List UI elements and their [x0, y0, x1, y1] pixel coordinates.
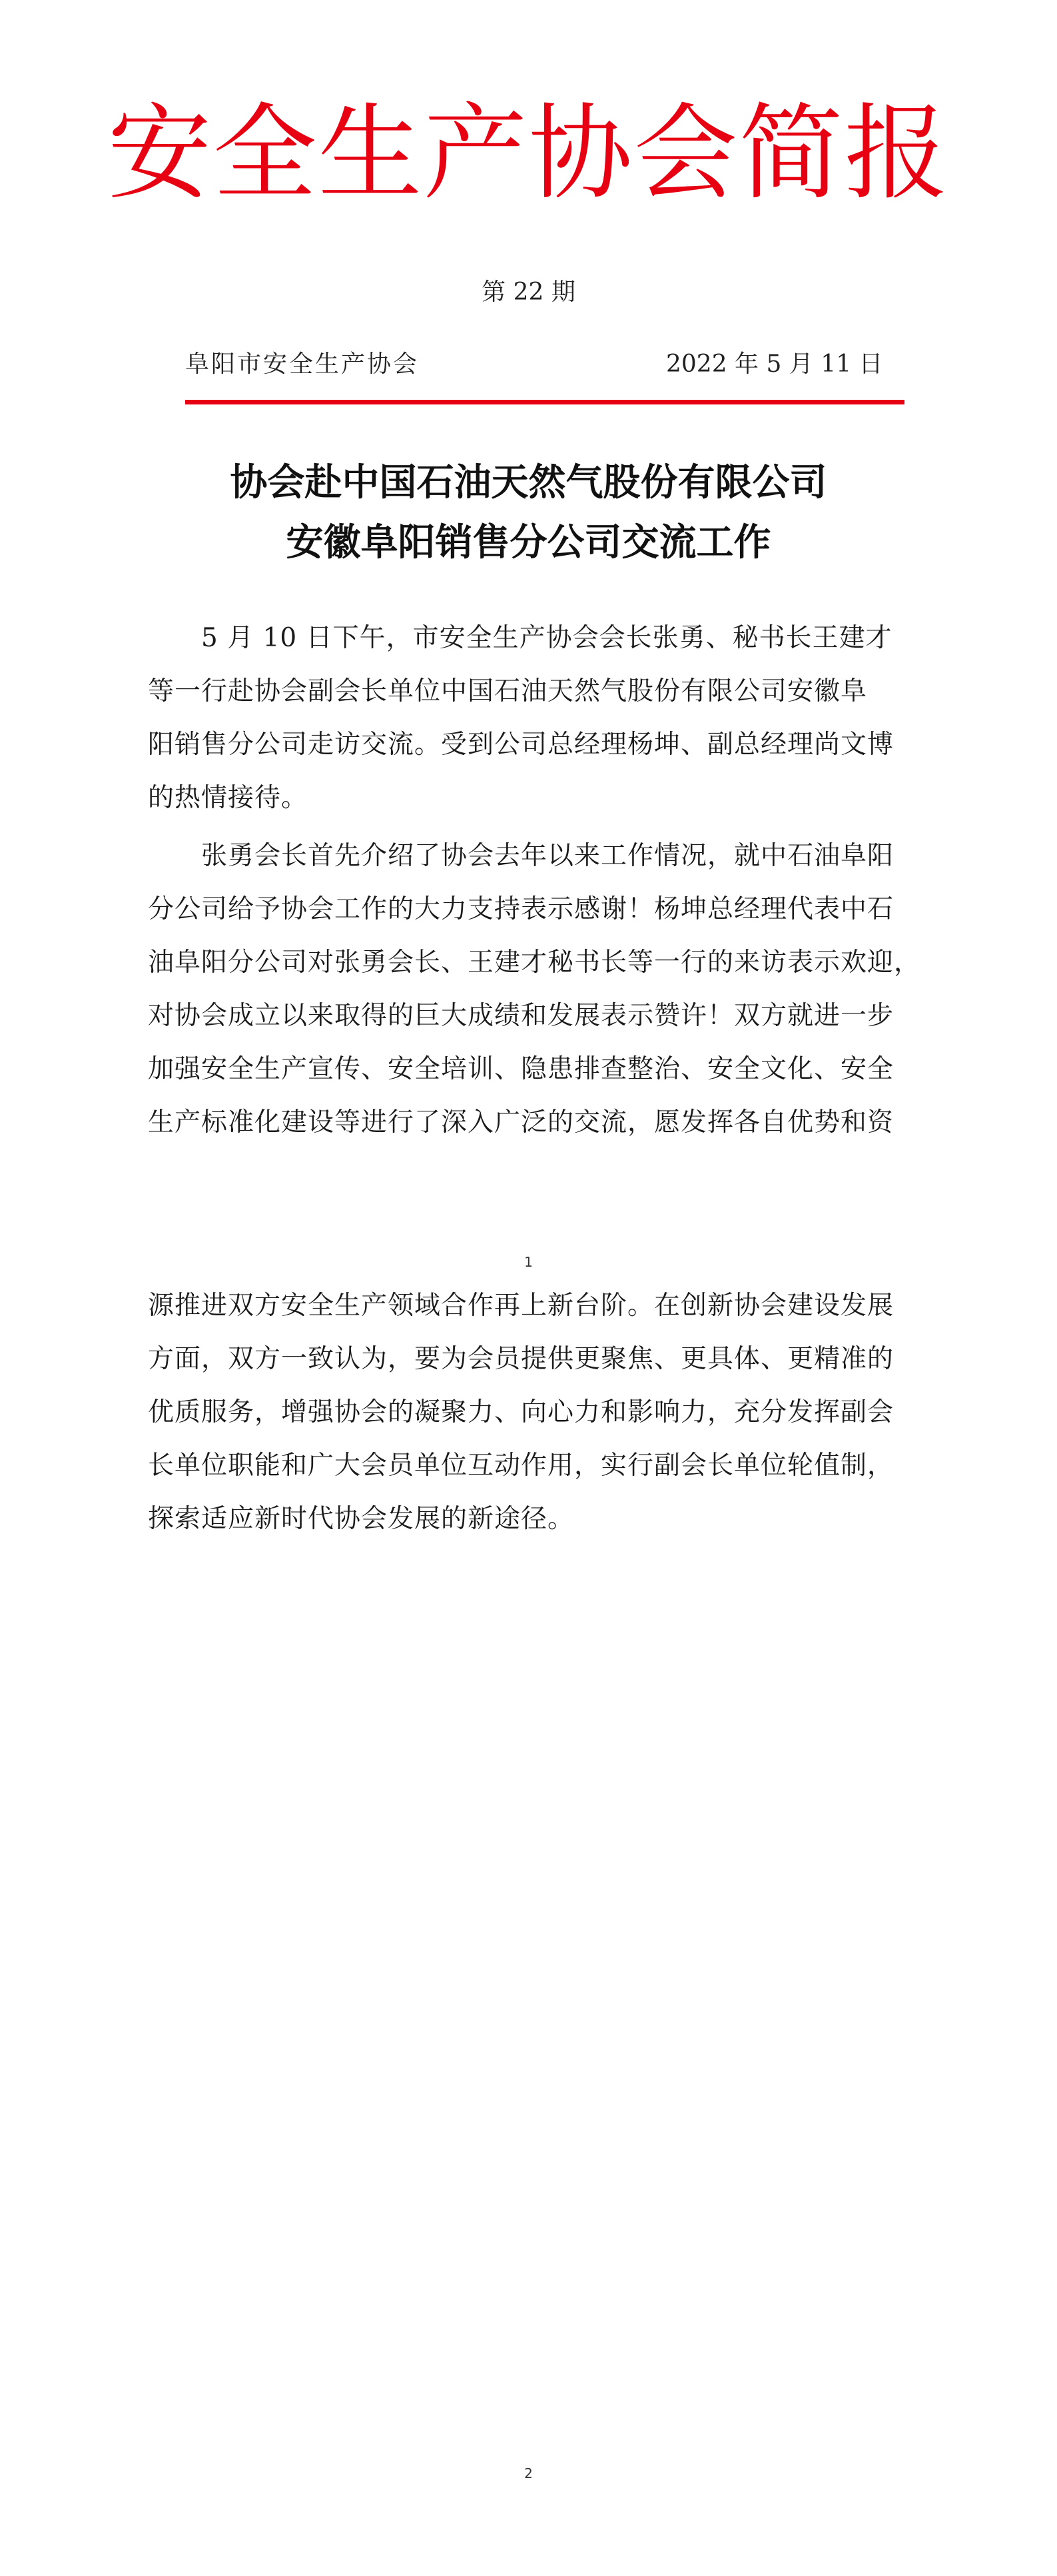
text-line: 长单位职能和广大会员单位互动作用，实行副会长单位轮值制， — [148, 1451, 894, 1481]
issue-date: 2022 年 5 月 11 日 — [666, 350, 883, 378]
body-paragraph-3 — [148, 1279, 920, 1546]
article-headline-line-1: 协会赴中国石油天然气股份有限公司 — [230, 460, 827, 504]
text-line: 方面，双方一致认为，要为会员提供更聚焦、更具体、更精准的 — [148, 1344, 894, 1374]
issue-number: 第 22 期 — [482, 279, 575, 306]
text-line: 5 月 10 日下午，市安全生产协会会长张勇、秘书长王建才 — [148, 623, 892, 653]
page-number-2: 2 — [524, 2465, 533, 2481]
text-line: 阳销售分公司走访交流。受到公司总经理杨坤、副总经理尚文博 — [148, 730, 894, 760]
text-line: 张勇会长首先介绍了协会去年以来工作情况，就中石油阜阳 — [148, 841, 894, 871]
text-line: 等一行赴协会副会长单位中国石油天然气股份有限公司安徽阜 — [148, 676, 868, 706]
page-number-1: 1 — [524, 1254, 533, 1270]
article-headline-line-2: 安徽阜阳销售分公司交流工作 — [286, 520, 771, 564]
body-paragraph-1 — [148, 612, 920, 825]
text-line: 油阜阳分公司对张勇会长、王建才秘书长等一行的来访表示欢迎， — [148, 948, 921, 977]
text-line: 生产标准化建设等进行了深入广泛的交流，愿发挥各自优势和资 — [148, 1107, 894, 1137]
text-line: 对协会成立以来取得的巨大成绩和发展表示赞许！双方就进一步 — [148, 1001, 894, 1031]
text-line: 探索适应新时代协会发展的新途径。 — [148, 1504, 575, 1534]
bulletin-masthead: 安全生产协会简报 — [107, 93, 950, 214]
body-paragraph-2 — [148, 830, 920, 1149]
text-line: 分公司给予协会工作的大力支持表示感谢！杨坤总经理代表中石 — [148, 894, 894, 924]
text-line: 优质服务，增强协会的凝聚力、向心力和影响力，充分发挥副会 — [148, 1397, 894, 1427]
text-line: 的热情接待。 — [148, 783, 308, 813]
issuer-name: 阜阳市安全生产协会 — [185, 350, 420, 378]
red-divider — [185, 400, 904, 404]
text-line: 源推进双方安全生产领域合作再上新台阶。在创新协会建设发展 — [148, 1291, 894, 1321]
text-line: 加强安全生产宣传、安全培训、隐患排查整治、安全文化、安全 — [148, 1054, 894, 1084]
